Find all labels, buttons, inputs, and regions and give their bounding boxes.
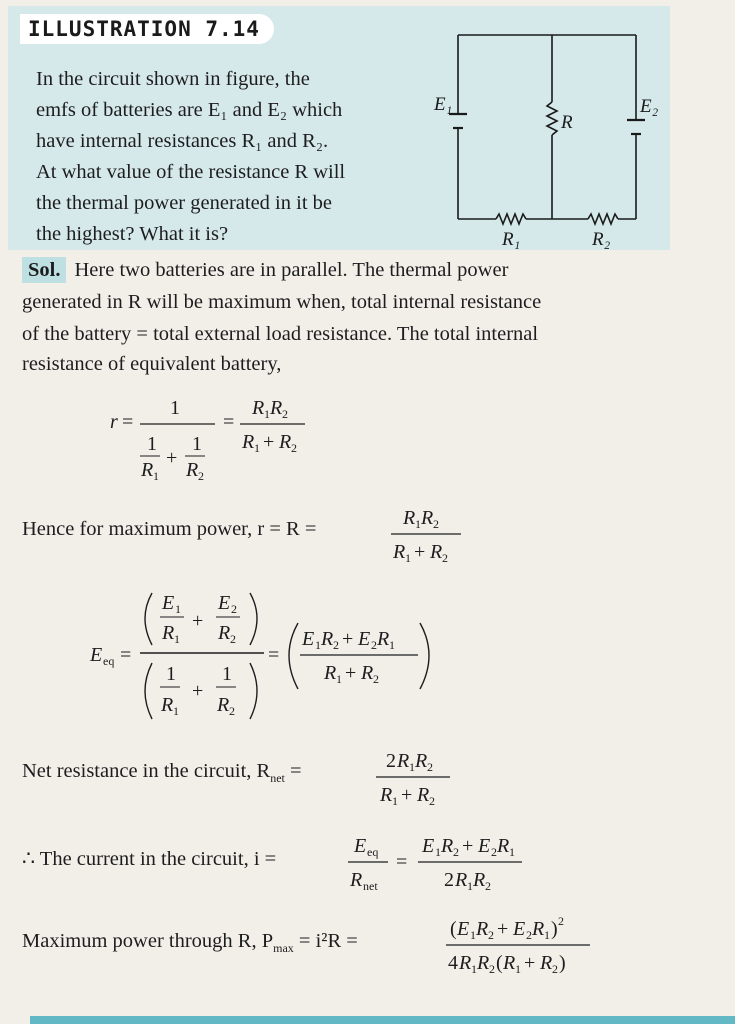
svg-text:1: 1 — [222, 663, 232, 685]
svg-text:2: 2 — [488, 928, 494, 942]
svg-text:2: 2 — [526, 928, 532, 942]
svg-text:r: r — [110, 411, 118, 433]
svg-text:+: + — [342, 628, 354, 650]
resistor-r — [547, 102, 557, 135]
svg-text:2: 2 — [282, 407, 288, 421]
current-text: ∴ The current in the circuit, i = — [22, 848, 277, 870]
equation-power-fraction — [440, 911, 610, 983]
svg-text:R: R — [380, 784, 393, 806]
svg-text:2: 2 — [291, 441, 297, 455]
svg-text:+: + — [345, 662, 357, 684]
svg-text:1: 1 — [415, 517, 421, 531]
svg-text:eq: eq — [367, 845, 379, 859]
svg-text:R: R — [242, 431, 255, 453]
svg-text:4: 4 — [448, 952, 458, 974]
svg-text:R: R — [162, 622, 175, 644]
question-line: At what value of the resistance R will — [36, 161, 346, 183]
svg-text:+: + — [192, 680, 204, 702]
svg-text:1: 1 — [515, 962, 521, 976]
svg-text:1: 1 — [409, 760, 415, 774]
svg-text:1: 1 — [336, 672, 342, 686]
svg-text:1: 1 — [509, 845, 515, 859]
svg-text:R: R — [218, 622, 231, 644]
svg-text:2: 2 — [442, 551, 448, 565]
question-line: In the circuit shown in figure, the — [36, 68, 310, 90]
svg-text:R: R — [279, 431, 292, 453]
svg-text:1: 1 — [392, 794, 398, 808]
question-line: the highest? What it is? — [36, 223, 229, 245]
svg-text:R: R — [217, 694, 230, 716]
net-resistance-label: Net resistance in the circuit, R — [22, 760, 271, 782]
svg-text:2: 2 — [558, 914, 564, 928]
svg-text:R: R — [497, 835, 510, 857]
svg-text:2: 2 — [198, 469, 204, 483]
svg-text:1: 1 — [544, 928, 550, 942]
equation-net-fraction — [370, 743, 480, 813]
svg-text:net: net — [363, 879, 378, 893]
svg-text:R: R — [393, 541, 406, 563]
svg-text:E: E — [457, 918, 470, 940]
equation-current — [340, 828, 560, 898]
net-resistance-text: Net resistance in the circuit, $R_{net}$ = — [22, 760, 302, 786]
svg-text:R: R — [377, 628, 390, 650]
svg-text:eq: eq — [103, 654, 115, 668]
svg-text:1: 1 — [315, 638, 321, 652]
svg-text:R: R — [361, 662, 374, 684]
svg-text:1: 1 — [467, 879, 473, 893]
page-bottom-bar — [30, 1016, 735, 1024]
svg-text:R: R — [503, 952, 516, 974]
svg-text:2: 2 — [231, 602, 237, 616]
svg-text:E: E — [478, 835, 491, 857]
svg-text:1: 1 — [174, 632, 180, 646]
svg-text:R: R — [540, 952, 553, 974]
svg-text:1: 1 — [166, 663, 176, 685]
svg-text:2: 2 — [229, 704, 235, 718]
svg-text:+: + — [166, 447, 178, 469]
svg-text:1: 1 — [435, 845, 441, 859]
svg-text:1: 1 — [254, 441, 260, 455]
solution-badge: Sol. — [22, 257, 66, 283]
power-label: Maximum power through R, P — [22, 930, 274, 952]
svg-text:E: E — [162, 592, 175, 614]
svg-text:R: R — [397, 750, 410, 772]
illustration-label: ILLUSTRATION 7.14 — [20, 14, 274, 44]
svg-text:R: R — [421, 507, 434, 529]
svg-text:2: 2 — [230, 632, 236, 646]
svg-text:R: R — [417, 784, 430, 806]
question-text — [36, 64, 416, 250]
svg-text:2: 2 — [429, 794, 435, 808]
svg-text:2: 2 — [485, 879, 491, 893]
svg-text:2: 2 — [427, 760, 433, 774]
svg-text:1: 1 — [170, 397, 180, 419]
question-line: emfs of batteries are E₁ and E₂ which — [36, 99, 343, 121]
svg-text:E: E — [90, 644, 103, 666]
svg-text:+: + — [524, 952, 536, 974]
solution-line: generated in R will be maximum when, total internal resistance — [22, 291, 542, 313]
svg-text:E: E — [354, 835, 367, 857]
svg-text:): ) — [559, 952, 566, 974]
svg-text:R: R — [350, 869, 363, 891]
resistor-r2 — [588, 214, 618, 224]
svg-text:1: 1 — [471, 962, 477, 976]
svg-text:R: R — [532, 918, 545, 940]
svg-text:2: 2 — [433, 517, 439, 531]
svg-text:R: R — [441, 835, 454, 857]
svg-text:1: 1 — [405, 551, 411, 565]
svg-text:=: = — [396, 851, 408, 873]
power-subscript: max — [273, 941, 294, 956]
svg-text:1: 1 — [153, 469, 159, 483]
svg-text:+: + — [414, 541, 426, 563]
svg-text:E: E — [358, 628, 371, 650]
svg-text:2: 2 — [444, 869, 454, 891]
power-text — [22, 930, 358, 956]
label-r: R — [561, 112, 573, 133]
label-r1: R₁ — [502, 229, 521, 250]
svg-text:2: 2 — [386, 750, 396, 772]
svg-text:+: + — [462, 835, 474, 857]
svg-text:R: R — [430, 541, 443, 563]
svg-text:+: + — [497, 918, 509, 940]
label-r2: R₂ — [592, 229, 611, 250]
solution-line: of the battery = total external load resistance. The total internal — [22, 323, 539, 345]
svg-text:R: R — [476, 918, 489, 940]
svg-text:2: 2 — [373, 672, 379, 686]
svg-text:R: R — [270, 397, 283, 419]
illustration-box — [8, 6, 670, 250]
svg-text:=: = — [223, 411, 235, 433]
svg-text:): ) — [551, 918, 558, 940]
equation-eeq — [80, 583, 460, 733]
svg-text:+: + — [263, 431, 275, 453]
question-line: have internal resistances R₁ and R₂. — [36, 130, 329, 152]
svg-text:E: E — [302, 628, 315, 650]
svg-text:2: 2 — [453, 845, 459, 859]
hence-text: Hence for maximum power, r = R = — [22, 518, 317, 540]
power-mid: = i²R = — [298, 930, 358, 952]
svg-text:E: E — [422, 835, 435, 857]
svg-text:+: + — [401, 784, 413, 806]
svg-text:2: 2 — [552, 962, 558, 976]
svg-text:1: 1 — [470, 928, 476, 942]
svg-text:1: 1 — [264, 407, 270, 421]
svg-text:E: E — [218, 592, 231, 614]
net-subscript: net — [270, 771, 285, 786]
svg-text:E: E — [513, 918, 526, 940]
svg-text:2: 2 — [489, 962, 495, 976]
solution-line — [22, 256, 677, 284]
svg-text:1: 1 — [175, 602, 181, 616]
svg-text:1: 1 — [173, 704, 179, 718]
svg-text:R: R — [324, 662, 337, 684]
svg-text:=: = — [268, 644, 280, 666]
svg-text:1: 1 — [192, 433, 202, 455]
equation-r — [100, 388, 360, 488]
svg-text:R: R — [252, 397, 265, 419]
circuit-diagram — [428, 30, 663, 255]
svg-text:+: + — [192, 610, 204, 632]
svg-text:2: 2 — [333, 638, 339, 652]
svg-text:R: R — [321, 628, 334, 650]
svg-text:2: 2 — [371, 638, 377, 652]
equation-hence-fraction — [383, 500, 483, 570]
solution-text: Here two batteries are in parallel. The thermal power — [74, 259, 509, 281]
svg-text:R: R — [459, 952, 472, 974]
svg-text:R: R — [141, 459, 154, 481]
svg-text:R: R — [403, 507, 416, 529]
svg-text:R: R — [161, 694, 174, 716]
svg-text:1: 1 — [147, 433, 157, 455]
svg-text:(: ( — [496, 952, 503, 974]
label-e1: E₁ — [434, 94, 453, 115]
svg-text:=: = — [122, 411, 134, 433]
svg-text:R: R — [186, 459, 199, 481]
svg-text:1: 1 — [389, 638, 395, 652]
svg-text:R: R — [473, 869, 486, 891]
svg-text:R: R — [477, 952, 490, 974]
svg-text:=: = — [120, 644, 132, 666]
resistor-r1 — [496, 214, 526, 224]
question-line: the thermal power generated in it be — [36, 192, 332, 214]
svg-text:2: 2 — [491, 845, 497, 859]
svg-text:R: R — [455, 869, 468, 891]
svg-text:(: ( — [450, 918, 457, 940]
label-e2: E₂ — [640, 96, 659, 117]
solution-line: resistance of equivalent battery, — [22, 353, 282, 375]
svg-text:R: R — [415, 750, 428, 772]
